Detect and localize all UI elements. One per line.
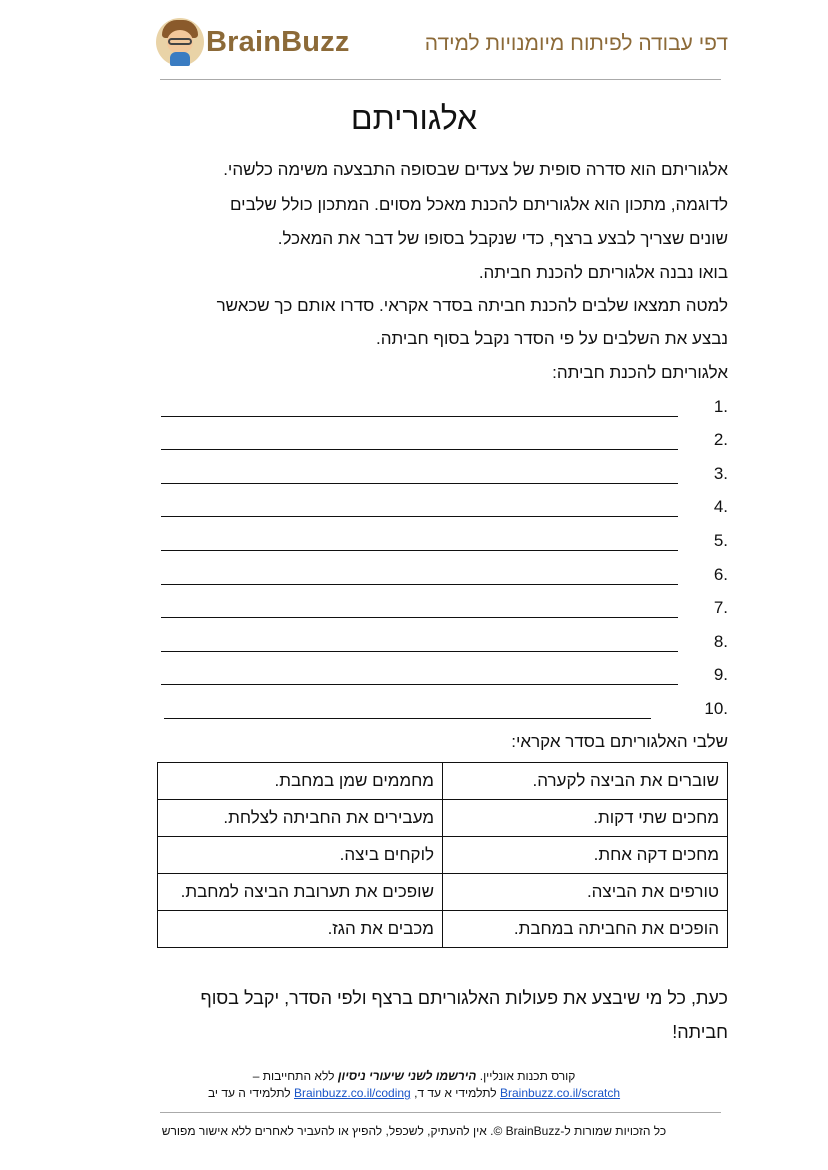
paragraph-line: שונים שצריך לבצע ברצף, כדי שנקבל בסופו של דבר את המאכל. (277, 229, 728, 248)
answer-blank[interactable] (164, 718, 651, 719)
line-number: 4. (713, 497, 728, 516)
line-number: 8. (713, 632, 728, 651)
answer-line-2[interactable] (148, 430, 728, 454)
header-divider (160, 79, 721, 80)
paragraph-line: אלגוריתם הוא סדרה סופית של צעדים שבסופה התבצעה משימה כלשהי. (223, 160, 728, 179)
paragraph-line: לדוגמה, מתכון הוא אלגוריתם להכנת מאכל מסוים. המתכון כולל שלבים (229, 195, 728, 214)
steps-table (157, 762, 728, 948)
page-header (156, 14, 728, 74)
closing-line: כעת, כל מי שיבצע את פעולות האלגוריתם ברצף ולפי הסדר, יקבל בסוף (200, 988, 728, 1008)
footer-text: ללא התחייבות – (252, 1069, 335, 1083)
answer-blank[interactable] (161, 651, 678, 652)
line-number: 2. (713, 430, 728, 449)
footer-links (0, 1086, 828, 1100)
line-number: 6. (713, 565, 728, 584)
answer-line-10[interactable] (148, 699, 728, 723)
table-row (158, 911, 728, 948)
table-cell: הופכים את החביתה במחבת. (443, 911, 728, 948)
table-row (158, 763, 728, 800)
answer-line-3[interactable] (148, 464, 728, 488)
random-steps-heading: שלבי האלגוריתם בסדר אקראי: (511, 732, 728, 751)
answer-blank[interactable] (161, 449, 678, 450)
table-cell: לוקחים ביצה. (158, 837, 443, 874)
answer-line-7[interactable] (148, 598, 728, 622)
answer-line-6[interactable] (148, 565, 728, 589)
line-number: 7. (713, 598, 728, 617)
table-cell: מעבירים את החביתה לצלחת. (158, 800, 443, 837)
line-number: 5. (713, 531, 728, 550)
line-number: 1. (713, 397, 728, 416)
line-number: 3. (713, 464, 728, 483)
closing-line: חביתה! (672, 1022, 728, 1042)
table-cell: מחכים דקה אחת. (443, 837, 728, 874)
footer-promo (0, 1069, 828, 1083)
header-title: דפי עבודה לפיתוח מיומנויות למידה (424, 32, 728, 55)
mascot-icon (156, 18, 204, 66)
table-row (158, 800, 728, 837)
table-cell: שוברים את הביצה לקערה. (443, 763, 728, 800)
footer-cta: הירשמו לשני שיעורי ניסיון (337, 1069, 477, 1083)
answer-line-4[interactable] (148, 497, 728, 521)
answer-blank[interactable] (161, 416, 678, 417)
paragraph-line: נבצע את השלבים על פי הסדר נקבל בסוף חביתה. (375, 329, 728, 348)
table-row (158, 837, 728, 874)
table-cell: שופכים את תערובת הביצה למחבת. (158, 874, 443, 911)
table-row (158, 874, 728, 911)
answer-blank[interactable] (161, 550, 678, 551)
table-cell: מחממים שמן במחבת. (158, 763, 443, 800)
table-cell: מחכים שתי דקות. (443, 800, 728, 837)
line-number: 9. (713, 665, 728, 684)
answer-line-9[interactable] (148, 665, 728, 689)
table-cell: טורפים את הביצה. (443, 874, 728, 911)
coding-link[interactable]: Brainbuzz.co.il/coding (294, 1086, 411, 1100)
answer-blank[interactable] (161, 516, 678, 517)
paragraph-line: למטה תמצאו שלבים להכנת חביתה בסדר אקראי. סדרו אותם כך שכאשר (216, 296, 728, 315)
answer-blank[interactable] (161, 617, 678, 618)
footer-divider (160, 1112, 721, 1113)
footer-text: לתלמידי ה עד יב (207, 1086, 291, 1100)
answer-line-5[interactable] (148, 531, 728, 555)
scratch-link[interactable]: Brainbuzz.co.il/scratch (500, 1086, 621, 1100)
table-cell: מכבים את הגז. (158, 911, 443, 948)
answer-blank[interactable] (161, 483, 678, 484)
footer-text: קורס תכנות אונליין. (479, 1069, 576, 1083)
brainbuzz-logo (156, 14, 366, 70)
algorithm-heading: אלגוריתם להכנת חביתה: (552, 363, 728, 382)
answer-line-8[interactable] (148, 632, 728, 656)
paragraph-line: בואו נבנה אלגוריתם להכנת חביתה. (478, 263, 728, 282)
footer-text: לתלמידי א עד ד, (414, 1086, 497, 1100)
answer-blank[interactable] (161, 684, 678, 685)
answer-blank[interactable] (161, 584, 678, 585)
answer-line-1[interactable] (148, 397, 728, 421)
line-number: 10. (704, 699, 728, 718)
copyright: כל הזכויות שמורות ל-BrainBuzz ©. אין להעתיק, לשכפל, להפיץ או להעביר לאחרים ללא אישור מפורש (161, 1124, 667, 1138)
brand-name: BrainBuzz (206, 25, 350, 58)
page-title: אלגוריתם (350, 100, 478, 136)
